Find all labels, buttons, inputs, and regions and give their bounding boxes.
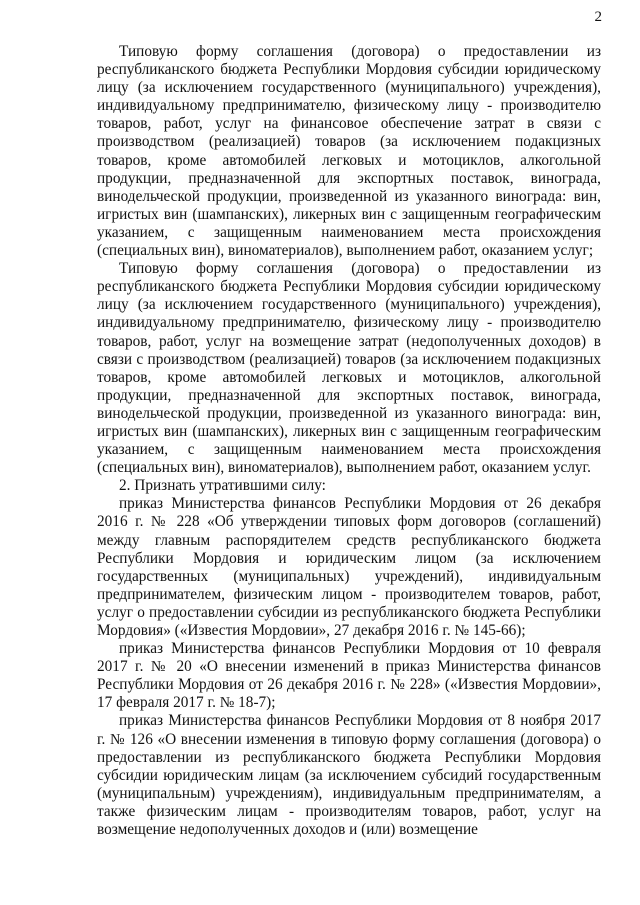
paragraph-order-126: приказ Министерства финансов Республики Мордовия от 8 ноября 2017 г. № 126 «О внесении изменения в типовую форму соглашения (договора) о предоставлении из республиканского бюджета Республики Мордовия субсидии юридическим лицам (за исключением субсидий государственным (муниципальным) учреждениям), индивидуальным предпринимателям, а также физическим лицам - производителям товаров, работ, услуг на возмещение недополученных доходов и (или) возмещение (97, 712, 601, 839)
paragraph-form-financial-support: Типовую форму соглашения (договора) о предоставлении из республиканского бюджета Республики Мордовия субсидии юридическому лицу (за исключением государственного (муниципального) учреждения), индивидуальному предпринимателю, физическому лицу - производителю товаров, работ, услуг на финансовое обеспечение затрат в связи с производством (реализацией) товаров (за исключением подакцизных товаров, кроме автомобилей легковых и мотоциклов, алкогольной продукции, предназначенной для экспортных поставок, винограда, винодельческой продукции, произведенной из указанного винограда: вин, игристых вин (шампанских), ликерных вин с защищенным географическим указанием, с защищенным наименованием места происхождения (специальных вин), виноматериалов), выполнением работ, оказанием услуг; (97, 43, 601, 260)
paragraph-order-20: приказ Министерства финансов Республики Мордовия от 10 февраля 2017 г. № 20 «О внесении изменений в приказ Министерства финансов Республики Мордовия от 26 декабря 2016 г. № 228» («Известия Мордовии», 17 февраля 2017 г. № 18-7); (97, 640, 601, 712)
paragraph-repeal-heading: 2. Признать утратившими силу: (119, 477, 326, 495)
document-body (97, 43, 601, 839)
page-number: 2 (594, 9, 602, 25)
paragraph-form-cost-reimbursement: Типовую форму соглашения (договора) о предоставлении из республиканского бюджета Республики Мордовия субсидии юридическому лицу (за исключением государственного (муниципального) учреждения), индивидуальному предпринимателю, физическому лицу - производителю товаров, работ, услуг на возмещение затрат (недополученных доходов) в связи с производством (реализацией) товаров (за исключением подакцизных товаров, кроме автомобилей легковых и мотоциклов, алкогольной продукции, предназначенной для экспортных поставок, винограда, винодельческой продукции, произведенной из указанного винограда: вин, игристых вин (шампанских), ликерных вин с защищенным географическим указанием, с защищенным наименованием места происхождения (специальных вин), виноматериалов), выполнением работ, оказанием услуг. (97, 260, 601, 477)
paragraph-order-228: приказ Министерства финансов Республики Мордовия от 26 декабря 2016 г. № 228 «Об утверждении типовых форм договоров (соглашений) между главным распорядителем средств республиканского бюджета Республики Мордовия и юридическим лицом (за исключением государственных (муниципальных) учреждений), индивидуальным предпринимателем, физическим лицом - производителем товаров, работ, услуг о предоставлении субсидии из республиканского бюджета Республики Мордовия» («Известия Мордовии», 27 декабря 2016 г. № 145-66); (97, 495, 601, 639)
